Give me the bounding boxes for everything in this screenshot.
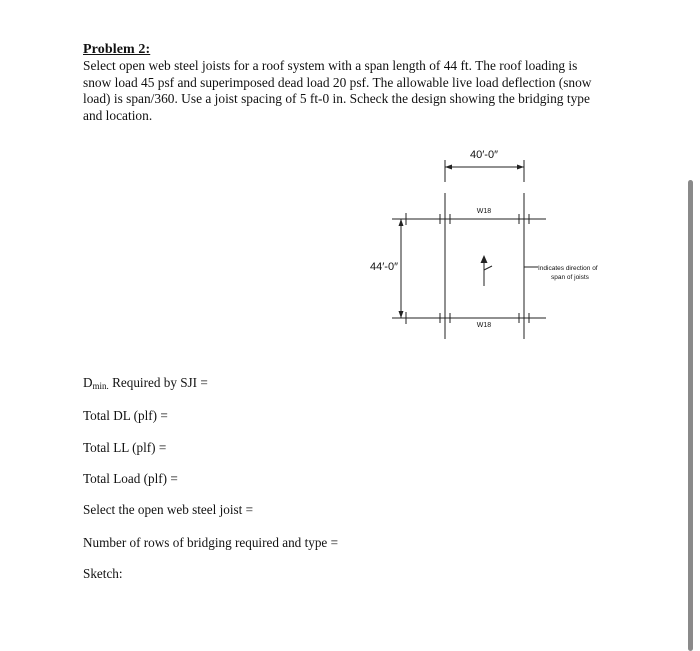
arrowhead [517,165,524,170]
sketch-label: Sketch: [83,566,123,581]
vertical-scrollbar[interactable] [688,180,693,651]
problem-line: snow load 45 psf and superimposed dead load 20 psf. The allowable live load deflection (snow [83,74,592,90]
arrowhead [399,311,404,318]
problem-line: Select open web steel joists for a roof system with a span length of 44 ft. The roof loading is [83,58,578,73]
top-beam-label: W18 [476,208,492,215]
arrowhead [399,219,404,226]
total-ll-question: Total LL (plf) = [83,440,167,455]
bottom-beam-label: W18 [476,322,492,329]
dmin-symbol: D [83,375,93,390]
problem-line: load) is span/360. Use a joist spacing of 5 ft-0 in. Scheck the design showing the bridging type [83,91,590,107]
dmin-question [83,375,208,391]
select-joist-question: Select the open web steel joist = [83,502,254,517]
total-dl-question: Total DL (plf) = [83,408,168,423]
width-dimension-label: 40′-0″ [470,149,498,161]
span-direction-tick [484,266,492,270]
problem-heading: Problem 2: [83,42,151,57]
total-load-question: Total Load (plf) = [83,471,178,486]
span-note-line-1: Indicates direction of [538,265,598,272]
span-note-line-2: span of joists [551,274,589,281]
bridging-question: Number of rows of bridging required and type = [83,535,339,550]
problem-line: and location. [83,107,153,123]
dmin-subscript: min. [92,381,109,391]
height-dimension-label: 44′-0″ [370,261,398,273]
dmin-text: Required by SJI = [108,375,208,390]
arrowhead [445,165,452,170]
span-direction-arrow [481,255,488,263]
